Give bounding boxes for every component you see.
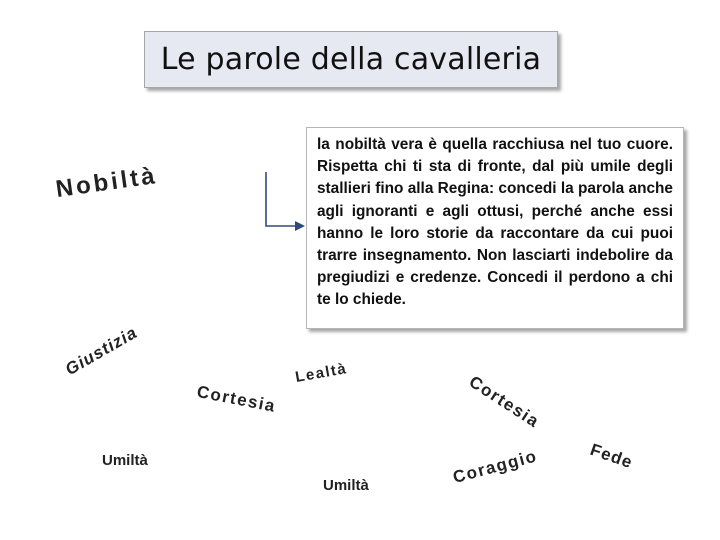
slide-title: Le parole della cavalleria — [144, 31, 558, 88]
word-umilta-left: Umiltà — [102, 452, 148, 469]
word-lealta: Lealtà — [294, 360, 349, 386]
word-giustizia: Giustizia — [62, 322, 141, 380]
word-coraggio: Coraggio — [450, 446, 540, 488]
word-cortesia-right: Cortesia — [465, 372, 544, 432]
nobilta-quote: la nobiltà vera è quella racchiusa nel tuo cuore. Rispetta chi ti sta di fronte, dal più umile degli stallieri fino alla Regina: concedi la parola anche agli ignoranti e agli ottusi, perché anche essi hanno le loro storie da raccontare da cui puoi trarre insegnamento. Non lasciarti indebolire da pregiudizi e credenze. Concedi il perdono a chi te lo chiede. — [306, 127, 684, 329]
word-fede: Fede — [587, 440, 636, 473]
word-nobilta: Nobiltà — [54, 162, 160, 204]
word-umilta-center: Umiltà — [323, 477, 369, 494]
word-cortesia-left: Cortesia — [195, 382, 278, 416]
